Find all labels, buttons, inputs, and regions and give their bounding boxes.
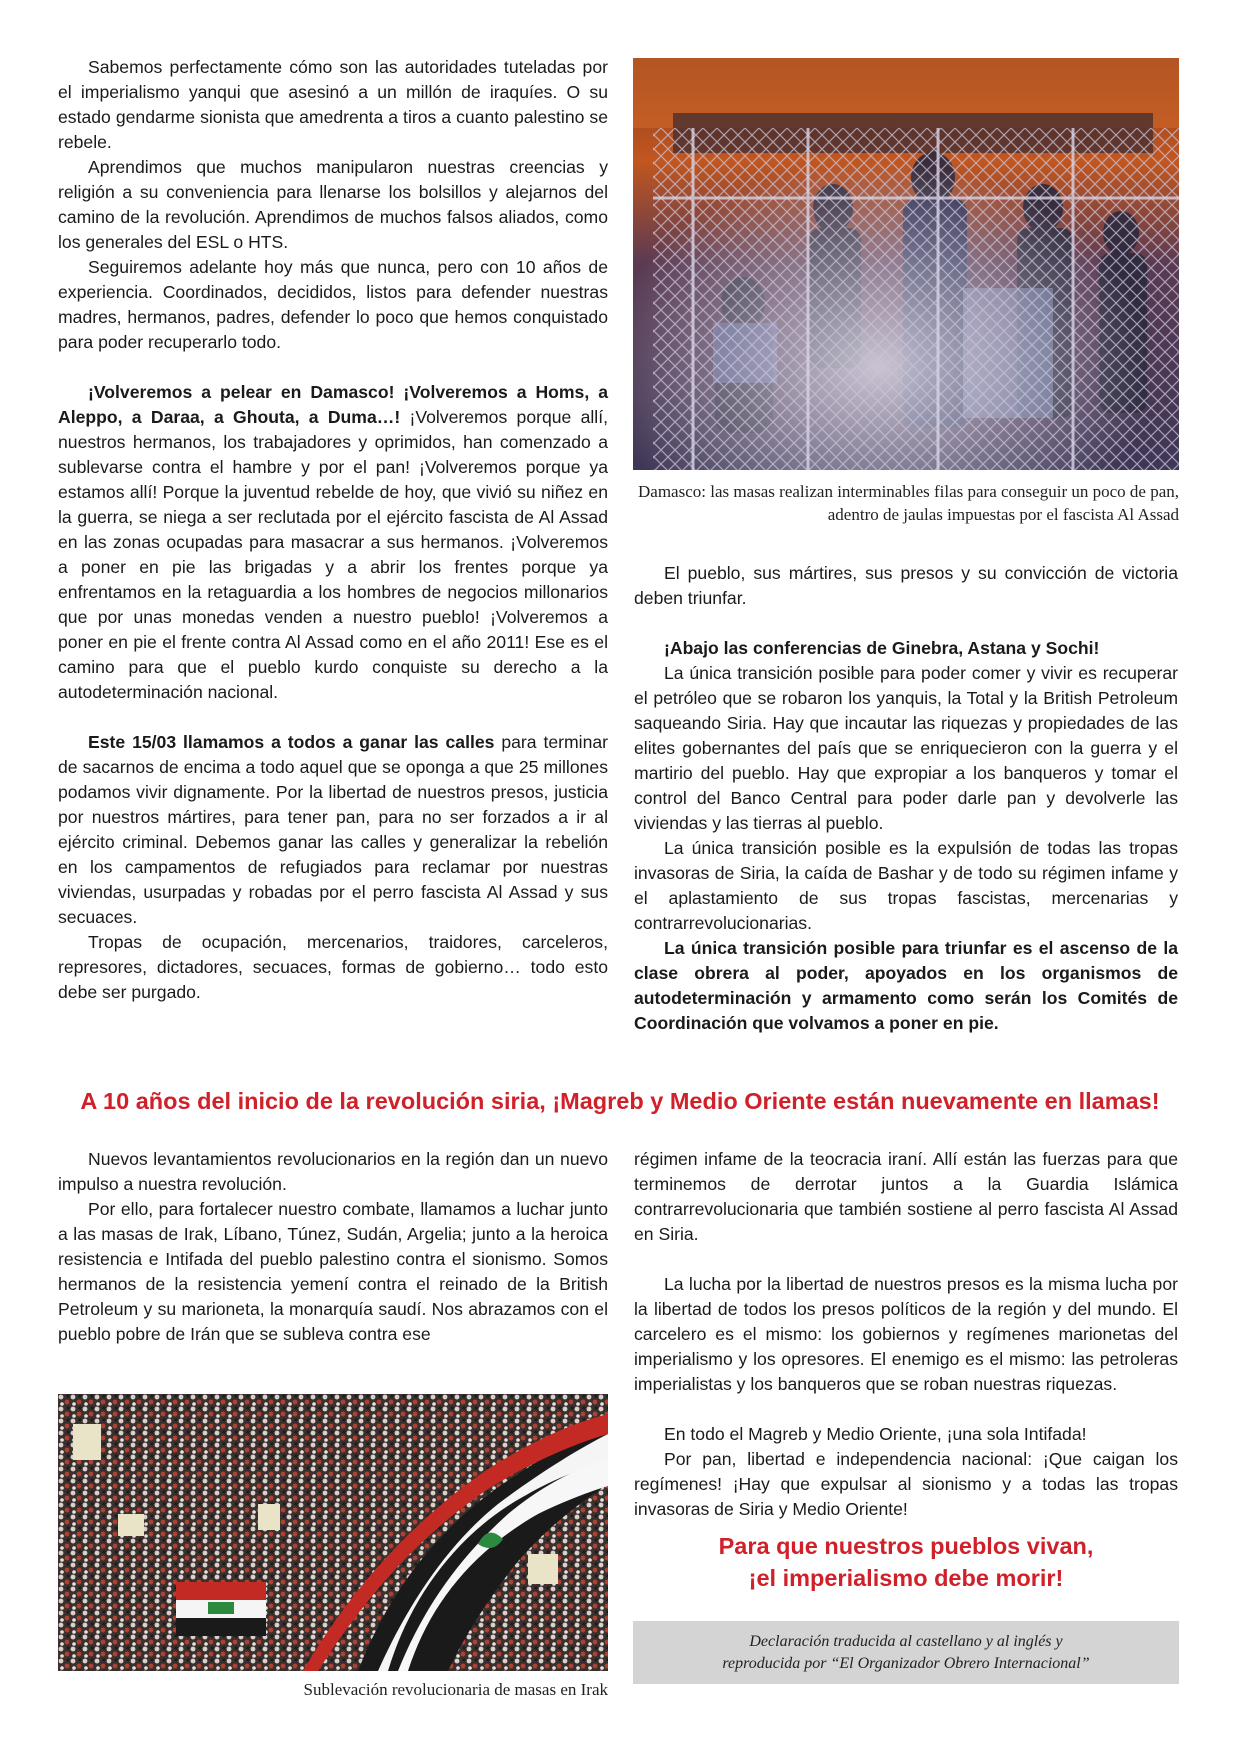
bottom-left-column [58,1147,608,1347]
body-text: Nuevos levantamientos revolucionarios en la región dan un nuevo impulso a nuestra revolución. [58,1149,608,1194]
credit-line-2: reproducida por “El Organizador Obrero Internacional” [722,1654,1090,1672]
paragraph [58,730,608,930]
paragraph [58,155,608,255]
credit-line-1: Declaración traducida al castellano y al inglés y [749,1632,1063,1650]
top-photo-caption: Damasco: las masas realizan interminables filas para conseguir un poco de pan, adentro de jaulas impuestas por el fascista Al Assad [638,482,1179,524]
bold-text: La única transición posible para triunfar es el ascenso de la clase obrera al poder, apoyados en los organismos de autodeterminación y armamento como serán los Comités de Coordinación que volvamos a poner en pie. [634,938,1178,1033]
body-text: régimen infame de la teocracia iraní. Allí están las fuerzas para que terminemos de derrotar juntos a la Guardia Islámica contrarrevolucionaria que también sostiene al perro fascista Al Assad en Siria. [634,1149,1178,1244]
top-right-column [634,561,1178,1036]
paragraph [58,255,608,355]
body-text: La única transición posible para poder comer y vivir es recuperar el petróleo que se robaron los yanquis, la Total y la British Petroleum saqueando Siria. Hay que incautar las riquezas y propiedades de las elites gobernantes del país que se enriquecieron con la guerra y el martirio del pueblo. Hay que expropiar a los banqueros y tomar el control del Banco Central para poder darle pan y devolverle las viviendas y las tierras al pueblo. [634,663,1178,833]
body-text: Tropas de ocupación, mercenarios, traidores, carceleros, represores, dictadores, secuaces, formas de gobierno… todo esto debe ser purgado. [58,932,608,1002]
body-text: Por ello, para fortalecer nuestro combate, llamamos a luchar junto a las masas de Irak, Líbano, Túnez, Sudán, Argelia; junto a la heroica resistencia e Intifada del pueblo palestino contra el sionismo. Somos hermanos de la resistencia yemení contra el reinado de la British Petroleum y su marioneta, la monarquía saudí. Nos abrazamos con el pueblo pobre de Irán que se subleva contra ese [58,1199,608,1344]
paragraph [634,1422,1178,1447]
paragraph [634,836,1178,936]
bold-text: ¡Volveremos a pelear en Damasco! ¡Volveremos a Homs, a Aleppo, a Daraa, a Ghouta, a Duma…! [58,382,608,427]
paragraph [634,561,1178,611]
body-text: Sabemos perfectamente cómo son las autoridades tuteladas por el imperialismo yanqui que asesinó a un millón de iraquíes. O su estado gendarme sionista que amedrenta a tiros a cuanto palestino se rebele. [58,57,608,152]
slogan-line-2: ¡el imperialismo debe morir! [748,1565,1064,1591]
body-text: ¡Volveremos porque allí, nuestros hermanos, los trabajadores y oprimidos, han comenzado a sublevarse contra el hambre y por el pan! ¡Volveremos porque ya estamos allí! Porque la juventud rebelde de hoy, que vivió su niñez en la guerra, se niega a ser reclutada por el ejército fascista de Al Assad en las zonas ocupadas para masacrar a sus hermanos. ¡Volveremos a poner en pie las brigadas y a abrir los frentes porque ya enfrentamos en la retaguardia a los hombres de negocios millonarios que por unas monedas venden a nuestro pueblo! ¡Volveremos a poner en pie el frente contra Al Assad como en el año 2011! Ese es el camino para que el pueblo kurdo conquiste su derecho a la autodeterminación nacional. [58,407,608,702]
paragraph [58,55,608,155]
damascus-cage-photo [633,58,1179,470]
paragraph [634,636,1178,661]
paragraph [634,661,1178,836]
section-headline: A 10 años del inicio de la revolución siria, ¡Magreb y Medio Oriente están nuevamente en llamas! [80,1088,1160,1114]
top-left-column [58,55,608,1005]
translation-credit-box [633,1621,1179,1684]
paragraph [58,1197,608,1347]
body-text: para terminar de sacarnos de encima a todo aquel que se oponga a que 25 millones podamos vivir dignamente. Por la libertad de nuestros presos, justicia por nuestros mártires, para tener pan, para no ser forzados a ir al ejército criminal. Debemos ganar las calles y generalizar la rebelión en los campamentos de refugiados para reclamar por nuestras viviendas, usurpadas y robadas por el perro fascista Al Assad y sus secuaces. [58,732,609,927]
paragraph [634,1447,1178,1522]
body-text: La lucha por la libertad de nuestros presos es la misma lucha por la libertad de todos los presos políticos de la región y del mundo. El carcelero es el mismo: los gobiernos y regímenes marionetas del imperialismo y los opresores. El enemigo es el mismo: las petroleras imperialistas y los banqueros que se roban nuestras riquezas. [634,1274,1178,1394]
paragraph [58,930,608,1005]
slogan-line-1: Para que nuestros pueblos vivan, [718,1533,1094,1559]
bold-text: Este 15/03 llamamos a todos a ganar las calles [88,732,495,752]
bottom-photo-caption: Sublevación revolucionaria de masas en Irak [303,1680,608,1699]
paragraph [58,1147,608,1197]
paragraph [634,1147,1178,1247]
paragraph [58,380,608,705]
body-text: El pueblo, sus mártires, sus presos y su convicción de victoria deben triunfar. [634,563,1178,608]
paragraph [634,1272,1178,1397]
bold-text: ¡Abajo las conferencias de Ginebra, Astana y Sochi! [664,638,1100,658]
iraq-flag [176,1582,266,1636]
paragraph [634,936,1178,1036]
body-text: Seguiremos adelante hoy más que nunca, pero con 10 años de experiencia. Coordinados, decididos, listos para defender nuestras madres, hermanos, padres, defender lo poco que hemos conquistado para poder recuperarlo todo. [58,257,608,352]
body-text: Por pan, libertad e independencia nacional: ¡Que caigan los regímenes! ¡Hay que expulsar al sionismo y a todas las tropas invasoras de Siria y Medio Oriente! [634,1449,1178,1519]
bottom-right-column [634,1147,1178,1522]
iraq-protest-photo [58,1394,608,1671]
body-text: La única transición posible es la expulsión de todas las tropas invasoras de Siria, la caída de Bashar y de todo su régimen infame y el aplastamiento de sus tropas fascistas, mercenarias y contrarrevolucionarias. [634,838,1178,933]
body-text: Aprendimos que muchos manipularon nuestras creencias y religión a su conveniencia para llenarse los bolsillos y alejarnos del camino de la revolución. Aprendimos de muchos falsos aliados, como los generales del ESL o HTS. [58,157,608,252]
body-text: En todo el Magreb y Medio Oriente, ¡una sola Intifada! [664,1424,1087,1444]
closing-slogan [634,1530,1178,1594]
